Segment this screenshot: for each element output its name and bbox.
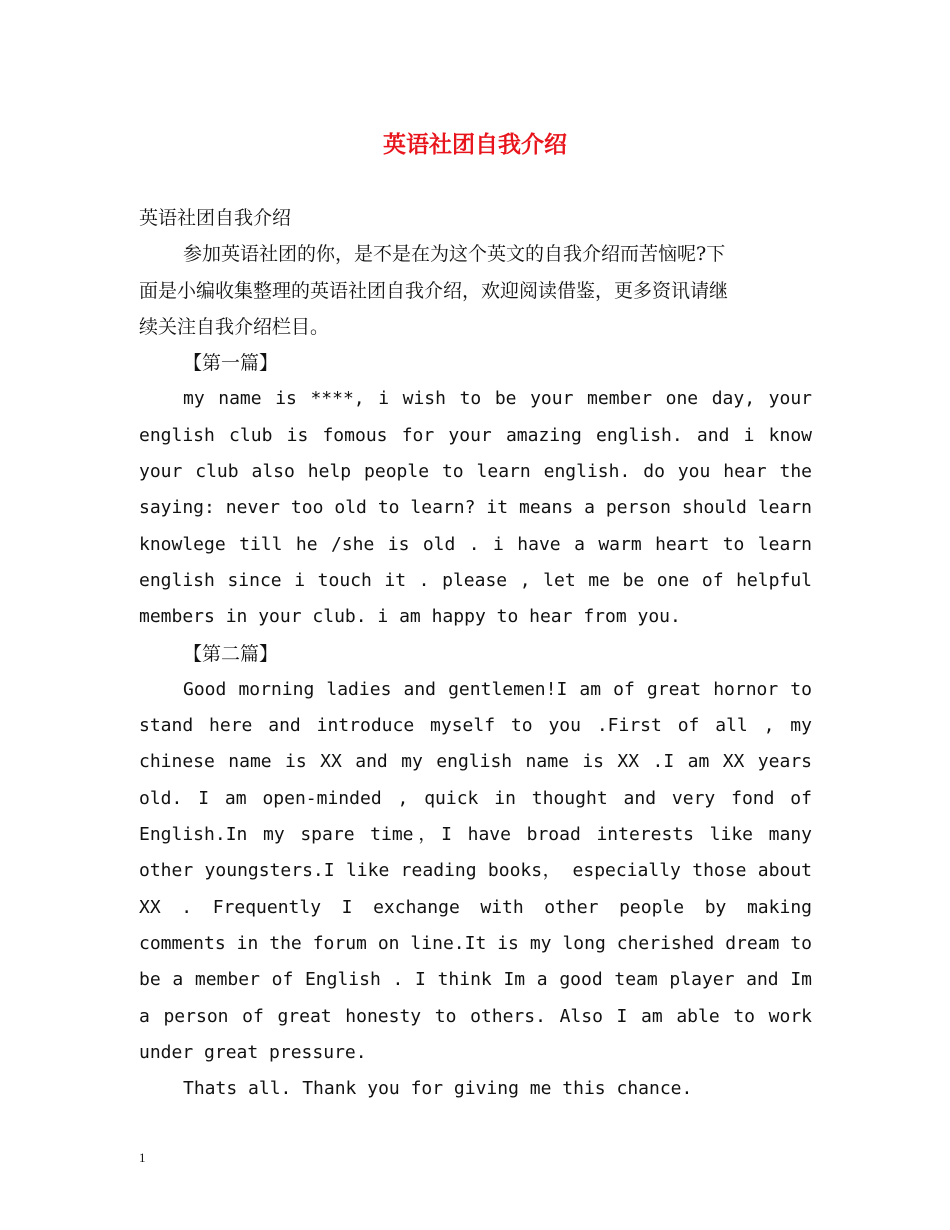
section1-line: my name is ****, i wish to be your member one day, your — [183, 388, 812, 410]
section2-line: other youngsters.I like reading books， especially those about — [139, 860, 812, 882]
section2-heading: 【第二篇】 — [183, 642, 279, 665]
intro-line: 续关注自我介绍栏目。 — [139, 315, 330, 338]
section1-line: english since i touch it . please , let me be one of helpful — [139, 569, 812, 591]
section1-line: your club also help people to learn english. do you hear the — [139, 461, 812, 483]
section1-line: members in your club. i am happy to hear from you. — [139, 606, 681, 628]
section2-line: be a member of English . I think Im a good team player and Im — [139, 969, 812, 991]
section2-line: old. I am open-minded , quick in thought and very fond of — [139, 787, 812, 809]
document-subtitle: 英语社团自我介绍 — [139, 207, 292, 229]
intro-line: 面是小编收集整理的英语社团自我介绍，欢迎阅读借鉴，更多资讯请继 — [139, 279, 729, 302]
section2-line: Good morning ladies and gentlemen!I am of great hornor to — [183, 678, 812, 700]
section2-line: comments in the forum on line.It is my long cherished dream to — [139, 932, 812, 954]
section2-line: XX . Frequently I exchange with other people by making — [139, 896, 812, 918]
section1-line: knowlege till he /she is old . i have a warm heart to learn — [139, 533, 812, 555]
intro-line: 参加英语社团的你，是不是在为这个英文的自我介绍而苦恼呢?下 — [183, 243, 726, 266]
section2-line: under great pressure. — [139, 1041, 367, 1063]
section1-line: english club is fomous for your amazing english. and i know — [139, 424, 812, 446]
section2-line: a person of great honesty to others. Also I am able to work — [139, 1005, 812, 1027]
page-number: 1 — [139, 1150, 146, 1165]
closing-line: Thats all. Thank you for giving me this chance. — [183, 1078, 693, 1100]
section2-line: chinese name is XX and my english name is XX .I am XX years — [139, 751, 812, 773]
section1-heading: 【第一篇】 — [183, 352, 279, 375]
section1-line: saying: never too old to learn? it means a person should learn — [139, 497, 812, 519]
section2-line: English.In my spare time，I have broad interests like many — [139, 824, 812, 846]
section2-line: stand here and introduce myself to you .First of all , my — [139, 715, 812, 737]
document-title: 英语社团自我介绍 — [383, 131, 567, 158]
document-body — [139, 200, 812, 1107]
